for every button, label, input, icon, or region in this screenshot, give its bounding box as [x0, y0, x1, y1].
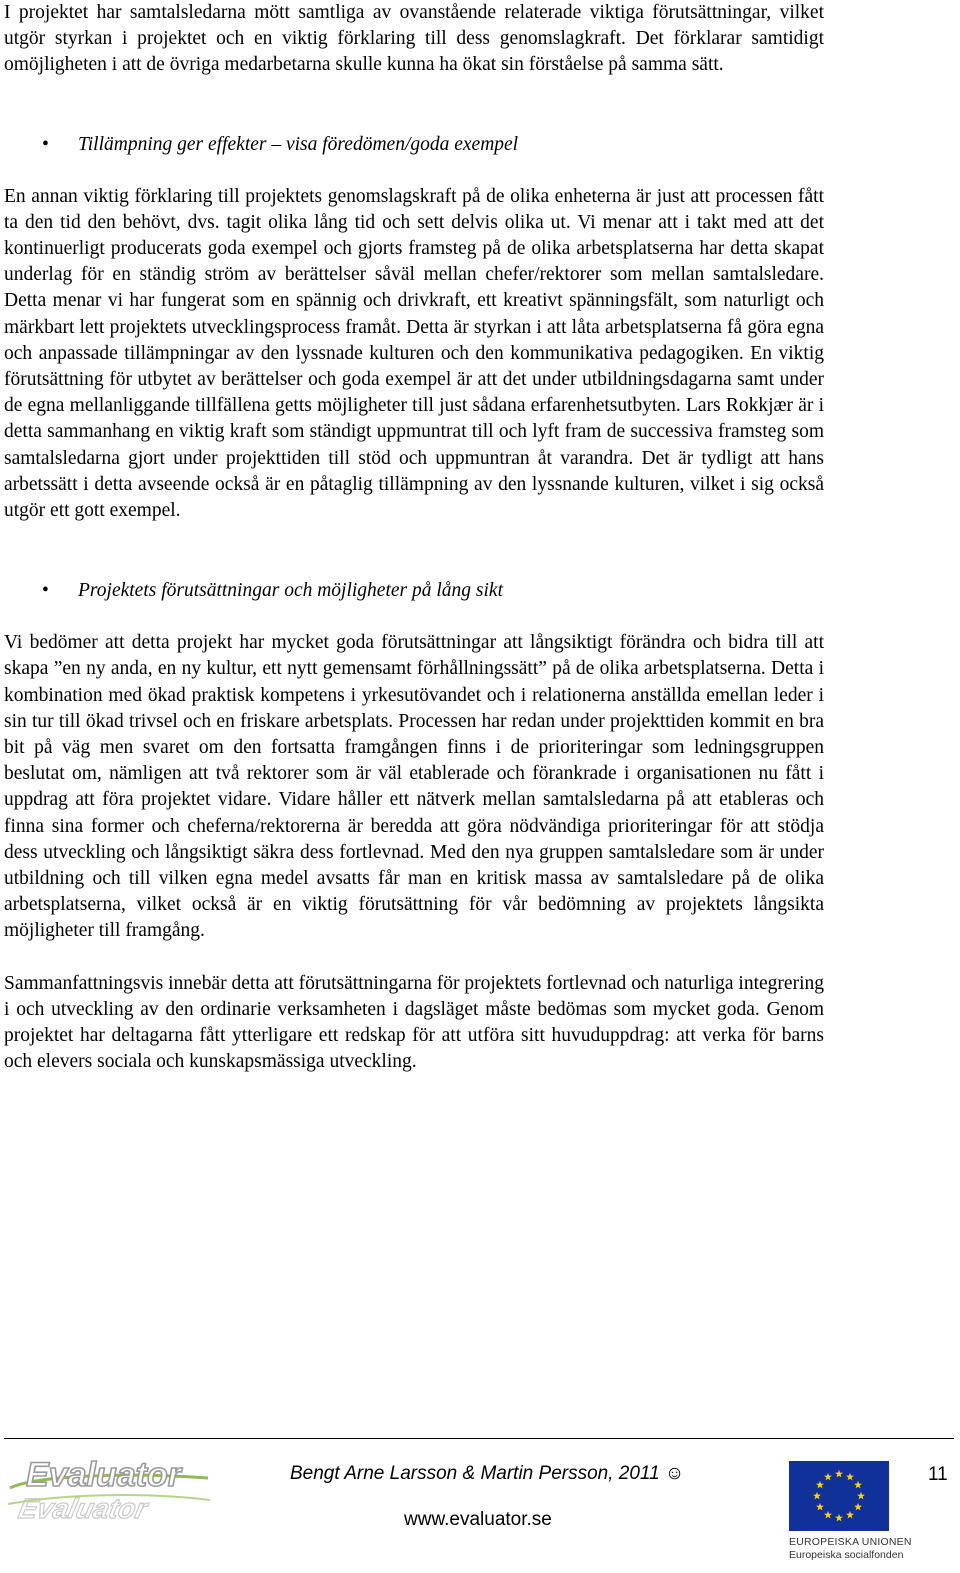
- bullet-icon: •: [42, 133, 49, 155]
- paragraph-1: I projektet har samtalsledarna mött samtliga av ovanstående relaterade viktiga förutsättningar, vilket utgör styrkan i projektet och en viktig förklaring till dess genomslagkraft. Det förklarar samtidigt omöjligheten i att de övriga medarbetarna skulle kunna ha ökat sin förståelse på samma sätt.: [4, 2, 824, 76]
- eu-union-label: EUROPEISKA UNIONEN: [789, 1536, 912, 1548]
- footer-authors: Bengt Arne Larsson & Martin Persson, 2011 ☺: [290, 1463, 685, 1484]
- document-body: [4, 0, 824, 1076]
- eu-socialfund-label: Europeiska socialfonden: [789, 1549, 904, 1561]
- eu-flag-icon: [789, 1461, 889, 1531]
- section-heading-2-text: Projektets förutsättningar och möjligheter på lång sikt: [78, 580, 503, 602]
- section-heading-1-text: Tillämpning ger effekter – visa föredömen/goda exempel: [78, 133, 519, 155]
- footer-divider: [4, 1438, 954, 1439]
- paragraph-4: Sammanfattningsvis innebär detta att förutsättningarna för projektets fortlevnad och naturliga integrering i och utveckling av den ordinarie verksamheten i dagsläget måste bedömas som mycket goda. Genom projektet har deltagarna fått ytterligare ett redskap för att utföra sitt huvuduppdrag: att verka för barns och elevers sociala och kunskapsmässiga utveckling.: [4, 972, 824, 1073]
- section-heading-1: [4, 132, 824, 158]
- page-number: 11: [928, 1464, 948, 1485]
- paragraph-3: Vi bedömer att detta projekt har mycket goda förutsättningar att långsiktigt förändra och bidra till att skapa ”en ny anda, en ny kultur, ett nytt gemensamt förhållningssätt” på de olika arbetsplatserna. Detta i kombination med ökad praktisk kompetens i yrkesutövandet och i relationerna anställda emellan leder i sin tur till ökad trivsel och en friskare arbetsplats. Processen har redan under projekttiden kommit en bra bit på väg men svaret om den fortsatta framgången finns i de prioriteringar som ledningsgruppen beslutat om, nämligen att två rektorer som är väl etablerade och förankrade i organisationen nu fått i uppdrag att föra projektet vidare. Vidare håller ett nätverk mellan samtalsledarna på att etableras och finna sina former och cheferna/rektorerna är beredda att göra nödvändiga prioriteringar för att stödja dess utveckling och långsiktigt säkra dess fortlevnad. Med den nya gruppen samtalsledare som är under utbildning och till vilken egna medel avsatts får man en kritisk massa av samtalsledare på de olika arbetsplatserna, vilket också är en viktig förutsättning för vår bedömning av projektets långsikta möjligheter till framgång.: [4, 632, 824, 942]
- footer-url[interactable]: www.evaluator.se: [404, 1509, 552, 1530]
- bullet-icon: •: [42, 580, 49, 602]
- paragraph-2: En annan viktig förklaring till projektets genomslagskraft på de olika enheterna är just att processen fått ta den tid den behövt, dvs. tagit olika lång tid och sett delvis olika ut. Vi menar att i takt med att det kontinuerligt producerats goda exempel och gjorts framsteg på de olika arbetsplatserna har detta skapat underlag för en ständig ström av berättelser såväl mellan chefer/rektorer som mellan samtalsledare. Detta menar vi har fungerat som en spännig och drivkraft, ett kreativt spänningsfält, som naturligt och märkbart lett projektets utvecklingsprocess framåt. Detta är styrkan i att låta arbetsplatserna få göra egna och anpassade tillämpningar av den lyssnade kulturen och den kommunikativa pedagogiken. En viktig förutsättning för utbytet av berättelser och goda exempel är att det under utbildningsdagarna samt under de egna mellanliggande tillfällena getts möjligheter till just sådana erfarenhetsutbyten. Lars Rokkjær är i detta sammanhang en viktig kraft som ständigt uppmuntrat till och lyft fram de successiva framsteg som samtalsledarna gjort under projekttiden till stöd och uppmuntran åt varandra. Det är tydligt att hans arbetssätt i detta avseende också är en påtaglig tillämpning av den lyssnande kulturen, vilket i sig också utgör ett gott exempel.: [4, 185, 824, 522]
- section-heading-2: [4, 578, 824, 604]
- evaluator-logo: [4, 1448, 214, 1528]
- logo-subtext: Evaluator: [15, 1492, 151, 1524]
- logo-text: Evaluator: [26, 1456, 181, 1494]
